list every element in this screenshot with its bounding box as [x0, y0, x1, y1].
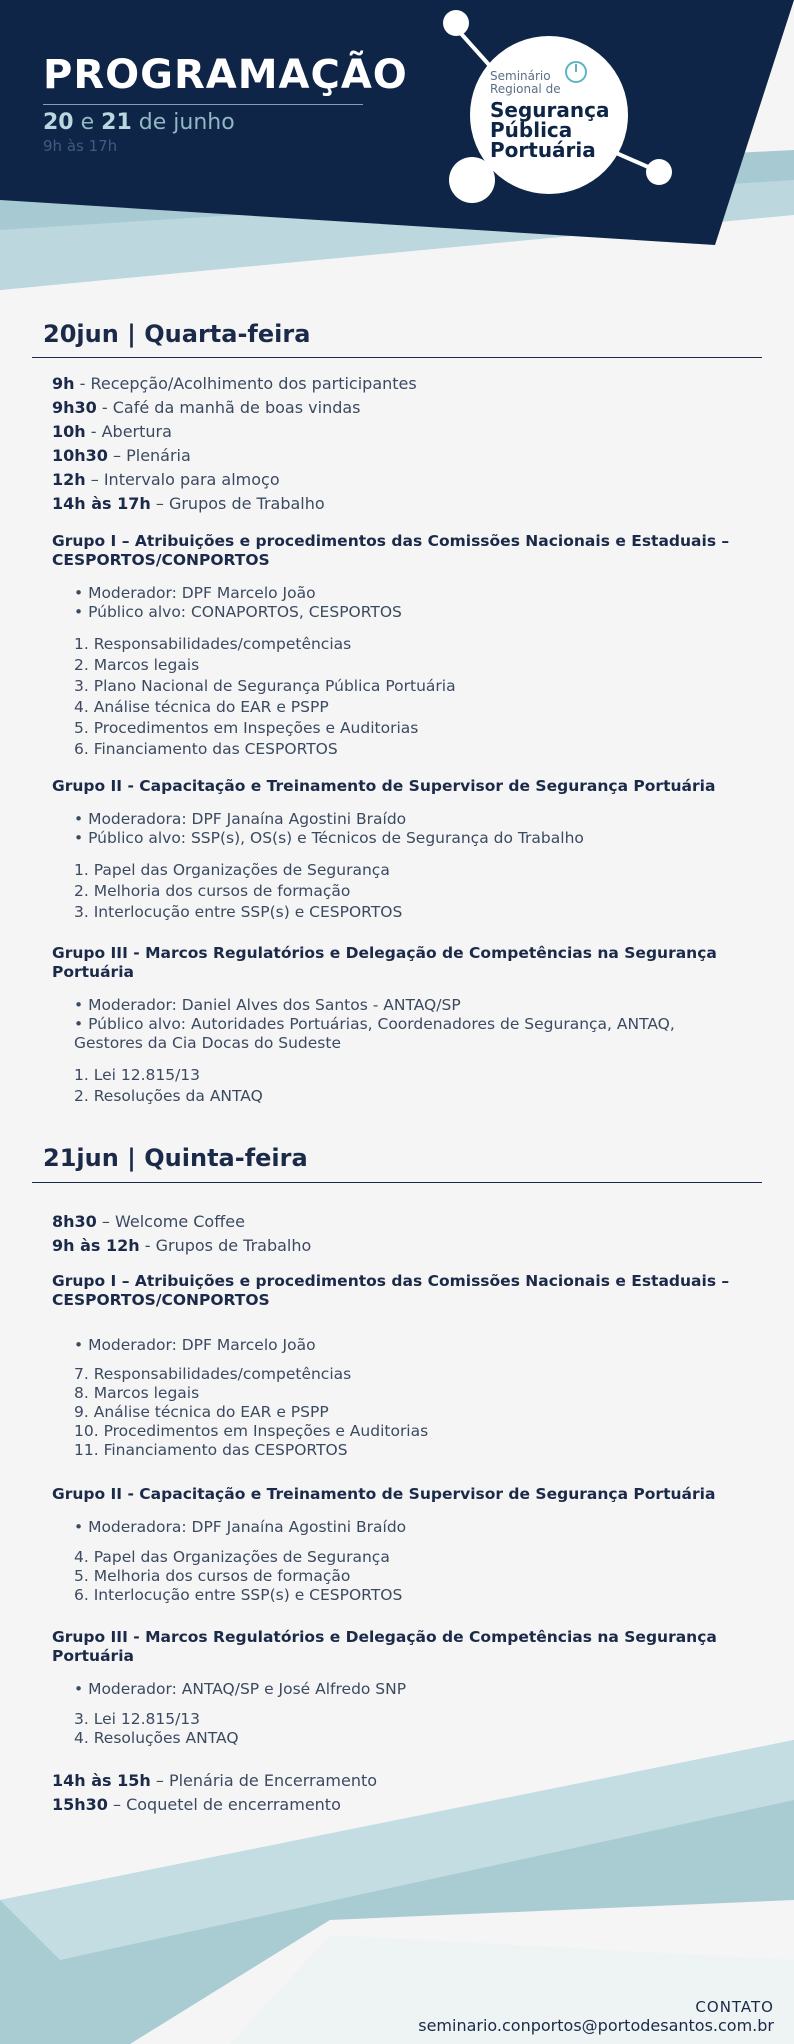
logo-node-1 — [443, 10, 469, 36]
day1-group3 — [52, 944, 752, 1107]
group-item: 1. Lei 12.815/13 — [74, 1066, 201, 1084]
group-bullet: • Moderadora: DPF Janaína Agostini Braído — [74, 1518, 407, 1536]
group-item: 2. Resoluções da ANTAQ — [74, 1087, 263, 1105]
day2-closing — [52, 1769, 752, 1817]
group-item: 1. Responsabilidades/competências — [74, 635, 352, 653]
group-item: 8. Marcos legais — [74, 1384, 200, 1402]
group-item: 3. Interlocução entre SSP(s) e CESPORTOS — [74, 903, 403, 921]
schedule-desc: Welcome Coffee — [114, 1212, 245, 1231]
group-item: 10. Procedimentos em Inspeções e Auditorias — [74, 1422, 429, 1440]
schedule-line — [52, 1769, 752, 1793]
logo-subtitle — [490, 70, 561, 96]
schedule-line — [52, 396, 752, 420]
day1-group1 — [52, 532, 752, 760]
schedule-desc: Plenária de Encerramento — [168, 1771, 378, 1790]
schedule-line — [52, 1210, 752, 1234]
logo-title-line2: Pública — [490, 118, 573, 142]
schedule-time: 9h — [52, 374, 75, 393]
schedule-sep: - — [96, 398, 113, 417]
schedule-desc: Plenária — [126, 446, 191, 465]
group-item: 4. Resoluções ANTAQ — [74, 1729, 239, 1747]
group-bullet: • Moderador: DPF Marcelo João — [74, 1336, 316, 1354]
group-item: 6. Financiamento das CESPORTOS — [74, 740, 338, 758]
schedule-time: 9h às 12h — [52, 1236, 140, 1255]
group-bullet: • Moderadora: DPF Janaína Agostini Braído — [74, 810, 407, 828]
group-bullet: • Público alvo: Autoridades Portuárias, Coordenadores de Segurança, ANTAQ, Gestores da Cia Docas do Sudeste — [74, 1015, 675, 1052]
schedule-line — [52, 1793, 752, 1817]
schedule-desc: Abertura — [101, 422, 172, 441]
logo-title — [490, 100, 609, 160]
day1-schedule — [52, 372, 752, 516]
day2-group1 — [52, 1272, 752, 1460]
day1-rule — [32, 357, 762, 358]
schedule-desc: Grupos de Trabalho — [155, 1236, 312, 1255]
logo-title-line3: Portuária — [490, 138, 596, 162]
group-bullet: • Público alvo: SSP(s), OS(s) e Técnicos de Segurança do Trabalho — [74, 829, 584, 847]
schedule-line — [52, 468, 752, 492]
schedule-desc: Grupos de Trabalho — [168, 494, 325, 513]
logo-subtitle-line2: Regional de — [490, 82, 561, 96]
group-item: 1. Papel das Organizações de Segurança — [74, 861, 390, 879]
group-title: Grupo II - Capacitação e Treinamento de Supervisor de Segurança Portuária — [52, 777, 716, 795]
schedule-time: 15h30 — [52, 1795, 108, 1814]
group-item: 3. Lei 12.815/13 — [74, 1710, 201, 1728]
group-item: 11. Financiamento das CESPORTOS — [74, 1441, 348, 1459]
logo-subtitle-line1: Seminário — [490, 69, 551, 83]
group-title: Grupo I – Atribuições e procedimentos das Comissões Nacionais e Estaduais – CESPORTOS/CONPORTOS — [52, 1272, 730, 1309]
header-divider — [43, 104, 363, 105]
day2-group3 — [52, 1628, 752, 1748]
schedule-desc: Café da manhã de boas vindas — [112, 398, 361, 417]
event-dates — [43, 110, 235, 135]
schedule-sep: - — [85, 422, 102, 441]
group-bullet: • Moderador: Daniel Alves dos Santos - ANTAQ/SP — [74, 996, 461, 1014]
schedule-time: 14h às 17h — [52, 494, 151, 513]
logo-node-3 — [646, 159, 672, 185]
schedule-sep: – — [85, 470, 104, 489]
schedule-line — [52, 492, 752, 516]
group-item: 2. Melhoria dos cursos de formação — [74, 882, 351, 900]
schedule-time: 14h às 15h — [52, 1771, 151, 1790]
group-item: 7. Responsabilidades/competências — [74, 1365, 352, 1383]
schedule-desc: Recepção/Acolhimento dos participantes — [90, 374, 417, 393]
schedule-line — [52, 444, 752, 468]
schedule-sep: – — [150, 494, 169, 513]
day2-schedule — [52, 1210, 752, 1258]
day1-group2 — [52, 777, 752, 923]
group-title: Grupo II - Capacitação e Treinamento de Supervisor de Segurança Portuária — [52, 1485, 716, 1503]
group-item: 5. Procedimentos em Inspeções e Auditorias — [74, 719, 419, 737]
schedule-sep: - — [139, 1236, 156, 1255]
schedule-desc: Coquetel de encerramento — [126, 1795, 341, 1814]
group-item: 5. Melhoria dos cursos de formação — [74, 1567, 351, 1585]
group-item: 4. Análise técnica do EAR e PSPP — [74, 698, 329, 716]
group-bullet: • Moderador: ANTAQ/SP e José Alfredo SNP — [74, 1680, 407, 1698]
event-month: de junho — [138, 110, 235, 135]
logo-title-line1: Segurança — [490, 98, 610, 122]
schedule-line — [52, 372, 752, 396]
schedule-line — [52, 420, 752, 444]
day1-title: 20jun | Quarta-feira — [43, 320, 311, 348]
schedule-sep: - — [74, 374, 91, 393]
group-item: 3. Plano Nacional de Segurança Pública Portuária — [74, 677, 456, 695]
schedule-sep: – — [96, 1212, 115, 1231]
group-bullet: • Público alvo: CONAPORTOS, CESPORTOS — [74, 603, 402, 621]
date-conjunction: e — [80, 110, 95, 135]
contact-email[interactable]: seminario.conportos@portodesantos.com.br — [418, 2016, 774, 2035]
group-title: Grupo III - Marcos Regulatórios e Delegação de Competências na Segurança Portuária — [52, 944, 717, 981]
group-title: Grupo I – Atribuições e procedimentos das Comissões Nacionais e Estaduais – CESPORTOS/CONPORTOS — [52, 532, 730, 569]
group-bullet: • Moderador: DPF Marcelo João — [74, 584, 316, 602]
event-hours: 9h às 17h — [43, 137, 118, 155]
schedule-sep: – — [107, 1795, 127, 1814]
group-item: 9. Análise técnica do EAR e PSPP — [74, 1403, 329, 1421]
day-two: 21 — [101, 110, 132, 135]
group-item: 2. Marcos legais — [74, 656, 200, 674]
schedule-line — [52, 1234, 752, 1258]
schedule-desc: Intervalo para almoço — [103, 470, 280, 489]
page-title: PROGRAMAÇÃO — [43, 52, 408, 98]
day2-group2 — [52, 1485, 752, 1605]
group-item: 4. Papel das Organizações de Segurança — [74, 1548, 390, 1566]
group-title: Grupo III - Marcos Regulatórios e Delegação de Competências na Segurança Portuária — [52, 1628, 717, 1665]
schedule-time: 9h30 — [52, 398, 97, 417]
day2-title: 21jun | Quinta-feira — [43, 1144, 308, 1172]
schedule-time: 12h — [52, 470, 86, 489]
contact-label: CONTATO — [695, 1998, 774, 2016]
schedule-time: 8h30 — [52, 1212, 97, 1231]
schedule-time: 10h30 — [52, 446, 108, 465]
day2-rule — [32, 1182, 762, 1183]
group-item: 6. Interlocução entre SSP(s) e CESPORTOS — [74, 1586, 403, 1604]
schedule-time: 10h — [52, 422, 86, 441]
day-one: 20 — [43, 110, 74, 135]
schedule-sep: – — [150, 1771, 169, 1790]
contact-block — [418, 1998, 774, 2035]
schedule-sep: – — [107, 446, 127, 465]
